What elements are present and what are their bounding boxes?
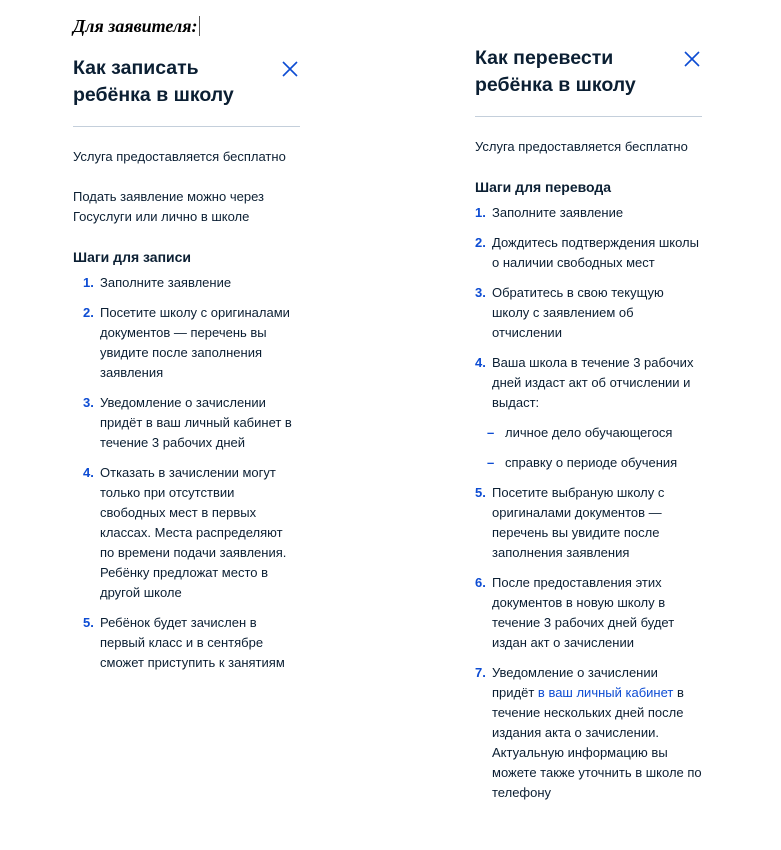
- list-item: [475, 353, 702, 473]
- list-item: [73, 303, 300, 383]
- step-number: 7.: [475, 665, 486, 680]
- step-number: 2.: [83, 305, 94, 320]
- step-text-after: в течение нескольких дней после издания акта о зачислении. Актуальную информацию вы можете также уточнить в школе по телефону: [492, 685, 702, 800]
- steps-list: [73, 273, 300, 673]
- list-item: [475, 483, 702, 563]
- step-text: Заполните заявление: [100, 275, 232, 290]
- info-apply: Подать заявление можно через Госуслуги или лично в школе: [73, 189, 264, 224]
- panel-header: [475, 45, 702, 105]
- list-item: [73, 273, 300, 293]
- divider: [475, 116, 702, 117]
- close-icon: [684, 51, 700, 67]
- step-text: Ваша школа в течение 3 рабочих дней издаст акт об отчислении и выдаст:: [492, 355, 694, 410]
- sub-item: [475, 423, 702, 443]
- step-text-before: Уведомление о зачислении придёт: [492, 665, 658, 700]
- list-item: [475, 203, 702, 223]
- list-item: [475, 283, 702, 343]
- step-number: 4.: [83, 465, 94, 480]
- step-number: 5.: [83, 615, 94, 630]
- step-text: После предоставления этих документов в новую школу в течение 3 рабочих дней будет издан акт о зачислении: [492, 575, 675, 650]
- sub-item-text: справку о периоде обучения: [505, 455, 678, 470]
- list-item: [475, 233, 702, 273]
- panel-header: [73, 55, 300, 115]
- dash-icon: –: [487, 425, 495, 440]
- step-text: Уведомление о зачислении придёт в ваш личный кабинет в течение 3 рабочих дней: [100, 395, 292, 450]
- sub-item: [475, 453, 702, 473]
- list-item: [475, 663, 702, 803]
- list-item: [73, 393, 300, 453]
- close-button[interactable]: [282, 61, 298, 77]
- step-text: Ребёнок будет зачислен в первый класс и в сентябре сможет приступить к занятиям: [100, 615, 285, 670]
- step-text: Посетите школу с оригиналами документов — перечень вы увидите после заполнения заявления: [100, 305, 290, 380]
- info-free: Услуга предоставляется бесплатно: [73, 149, 286, 164]
- list-item: [73, 613, 300, 673]
- step-text: Заполните заявление: [492, 205, 624, 220]
- step-number: 3.: [475, 285, 486, 300]
- caption: Для заявителя:: [73, 16, 200, 37]
- step-text: Посетите выбраную школу с оригиналами документов — перечень вы увидите после заполнения заявления: [492, 485, 665, 560]
- panel-title: Как перевести ребёнка в школу: [475, 47, 636, 96]
- step-number: 5.: [475, 485, 486, 500]
- step-text: Обратитесь в свою текущую школу с заявлением об отчислении: [492, 285, 664, 340]
- step-number: 2.: [475, 235, 486, 250]
- info-free: Услуга предоставляется бесплатно: [475, 139, 688, 154]
- steps-list: [475, 203, 702, 803]
- steps-title: Шаги для перевода: [475, 179, 612, 195]
- panel-transfer: [475, 45, 702, 813]
- panel-title: Как записать ребёнка в школу: [73, 57, 234, 106]
- divider: [73, 126, 300, 127]
- close-icon: [282, 61, 298, 77]
- steps-title: Шаги для записи: [73, 249, 192, 265]
- step-number: 1.: [83, 275, 94, 290]
- close-button[interactable]: [684, 51, 700, 67]
- list-item: [475, 573, 702, 653]
- sub-item-text: личное дело обучающегося: [505, 425, 673, 440]
- step-number: 4.: [475, 355, 486, 370]
- step-text: [492, 663, 702, 803]
- step-number: 3.: [83, 395, 94, 410]
- personal-account-link[interactable]: в ваш личный кабинет: [537, 685, 674, 700]
- text-cursor: [199, 16, 200, 36]
- step-number: 1.: [475, 205, 486, 220]
- sub-list: [487, 423, 702, 473]
- step-number: 6.: [475, 575, 486, 590]
- dash-icon: –: [487, 455, 495, 470]
- step-text: Отказать в зачислении могут только при отсутствии свободных мест в первых классах. Места распределяют по времени подачи заявления. Ребёнку предложат место в другой школе: [100, 465, 287, 600]
- step-text: Дождитесь подтверждения школы о наличии свободных мест: [492, 235, 699, 270]
- panel-enroll: [73, 55, 300, 683]
- list-item: [73, 463, 300, 603]
